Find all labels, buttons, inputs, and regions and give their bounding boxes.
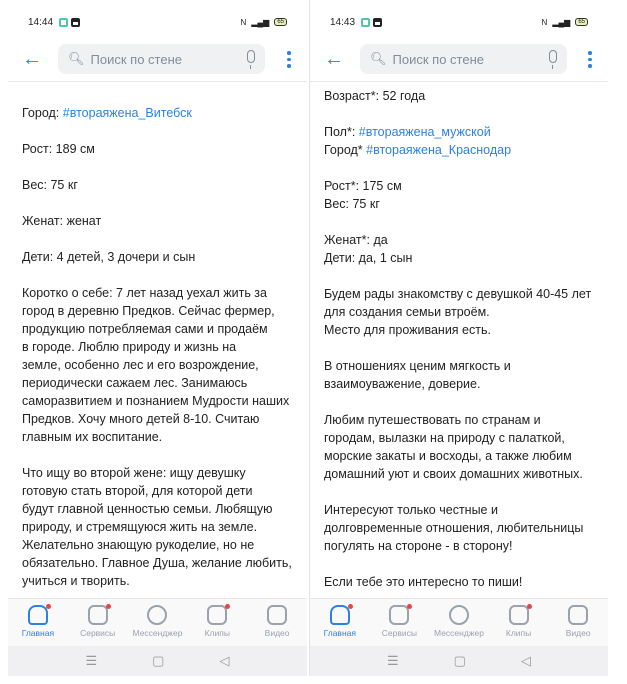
- status-time: 14:43: [330, 16, 356, 28]
- top-bar: [310, 40, 608, 82]
- tab-video[interactable]: [548, 599, 608, 646]
- app-notification-icon: [59, 18, 68, 27]
- text-segment: Дети: да, 1 сын: [324, 251, 413, 265]
- recent-apps-icon[interactable]: ☰: [85, 653, 98, 668]
- text-line: [22, 230, 307, 248]
- text-line: [22, 248, 307, 266]
- text-segment: Пол*:: [324, 125, 359, 139]
- search-icon: 🔍︎: [68, 51, 85, 66]
- text-segment: Место для проживания есть.: [324, 323, 491, 337]
- text-segment: в городе. Люблю природу и жизнь на: [22, 340, 237, 354]
- text-segment: земле, особенно лес и его возрождение,: [22, 358, 259, 372]
- text-line: [324, 411, 608, 429]
- tab-messenger[interactable]: [429, 599, 489, 646]
- back-arrow-icon[interactable]: ←: [324, 48, 344, 70]
- text-segment: Любим путешествовать по странам и: [324, 413, 541, 427]
- text-line: [22, 392, 307, 410]
- hashtag-link[interactable]: #втораяжена_Витебск: [62, 106, 192, 120]
- text-line: [324, 393, 608, 411]
- tab-messenger[interactable]: [128, 599, 188, 646]
- text-line: [324, 573, 608, 591]
- notification-dot: [46, 604, 51, 609]
- text-line: [324, 519, 608, 537]
- text-segment: Что ищу во второй жене: ищу девушку: [22, 466, 246, 480]
- text-line: [324, 141, 608, 159]
- text-line: [22, 266, 307, 284]
- text-line: [324, 285, 608, 303]
- text-line: [324, 501, 608, 519]
- text-line: [324, 429, 608, 447]
- text-segment: продукцию потребляемая сами и продаём: [22, 322, 268, 336]
- text-segment: будут главной ценностью семьи. Любящую: [22, 502, 273, 516]
- text-segment: Возраст*: 52 года: [324, 89, 426, 103]
- text-line: [22, 302, 307, 320]
- text-line: [324, 483, 608, 501]
- app-notification-icon: [373, 18, 382, 27]
- tab-label: Клипы: [204, 628, 230, 638]
- text-line: [324, 465, 608, 483]
- signal-icon: ▂▄▆: [552, 17, 571, 27]
- tab-label: Сервисы: [80, 628, 116, 638]
- services-icon: [389, 605, 409, 625]
- text-segment: Женат*: да: [324, 233, 388, 247]
- text-segment: главным их воспитание.: [22, 430, 163, 444]
- microphone-icon[interactable]: [549, 50, 557, 63]
- text-segment: городам, вылазки на природу с палаткой,: [324, 431, 565, 445]
- tab-label: Главная: [21, 628, 55, 638]
- text-segment: взаимоуважение, доверие.: [324, 377, 481, 391]
- text-line: [324, 123, 608, 141]
- text-segment: Город*: [324, 143, 367, 157]
- video-icon: [568, 605, 588, 625]
- top-bar: [8, 40, 307, 82]
- text-segment: для создания семьи втроём.: [324, 305, 490, 319]
- text-line: [324, 105, 608, 123]
- tab-services[interactable]: [370, 599, 430, 646]
- back-arrow-icon[interactable]: ←: [22, 48, 42, 70]
- text-line: [22, 284, 307, 302]
- text-line: [22, 464, 307, 482]
- app-notification-icon: [361, 18, 370, 27]
- nfc-icon: N: [541, 17, 548, 27]
- tab-services[interactable]: [68, 599, 128, 646]
- phone-screen-left: [8, 0, 307, 676]
- text-segment: Коротко о себе: 7 лет назад уехал жить за: [22, 286, 267, 300]
- tab-label: Мессенджер: [132, 628, 183, 638]
- video-icon: [267, 605, 287, 625]
- text-segment: готовую стать второй, для которой дети: [22, 484, 253, 498]
- text-line: [22, 338, 307, 356]
- text-segment: Женат: женат: [22, 214, 102, 228]
- text-line: [22, 176, 307, 194]
- app-notification-icon: [71, 18, 80, 27]
- post-text: [310, 82, 608, 598]
- tab-label: Видео: [264, 628, 290, 638]
- text-segment: Рост*: 175 см: [324, 179, 402, 193]
- text-segment: Вес: 75 кг: [324, 197, 380, 211]
- system-back-icon[interactable]: ◁: [219, 653, 230, 668]
- text-line: [22, 320, 307, 338]
- text-line: [324, 303, 608, 321]
- search-placeholder: Поиск по стене: [392, 51, 484, 67]
- text-segment: Город:: [22, 106, 63, 120]
- status-time: 14:44: [28, 16, 54, 28]
- search-placeholder: Поиск по стене: [90, 51, 182, 67]
- text-line: [22, 536, 307, 554]
- text-line: [22, 158, 307, 176]
- text-segment: Будем рады знакомству с девушкой 40-45 лет: [324, 287, 592, 301]
- text-line: [22, 122, 307, 140]
- system-back-icon[interactable]: ◁: [520, 653, 531, 668]
- text-line: [324, 231, 608, 249]
- text-line: [324, 213, 608, 231]
- tab-home[interactable]: [310, 599, 370, 646]
- notification-dot: [527, 604, 532, 609]
- text-segment: Рост: 189 см: [22, 142, 95, 156]
- text-line: [324, 321, 608, 339]
- tab-clips[interactable]: [489, 599, 549, 646]
- text-line: [324, 555, 608, 573]
- text-segment: домашний уют и своих домашних животных.: [324, 467, 583, 481]
- text-line: [324, 339, 608, 357]
- more-menu-icon[interactable]: [588, 51, 592, 68]
- text-segment: Дети: 4 детей, 3 дочери и сын: [22, 250, 196, 264]
- text-line: [324, 249, 608, 267]
- text-segment: Интересуют только честные и: [324, 503, 498, 517]
- text-segment: Вес: 75 кг: [22, 178, 78, 192]
- recent-apps-icon[interactable]: ☰: [387, 653, 399, 668]
- text-segment: Желательно знающую рукоделие, но не: [22, 538, 255, 552]
- text-line: [22, 554, 307, 572]
- post-text: [8, 82, 307, 598]
- text-segment: учиться и творить.: [22, 574, 130, 588]
- tab-label: Видео: [565, 628, 591, 638]
- tab-label: Сервисы: [381, 628, 417, 638]
- text-line: [22, 194, 307, 212]
- text-segment: периодически сажаем лес. Занимаюсь: [22, 376, 248, 390]
- notification-dot: [106, 604, 111, 609]
- status-bar: [28, 14, 287, 30]
- tab-video[interactable]: [247, 599, 307, 646]
- system-navigation-bar: [8, 646, 307, 676]
- text-segment: город в деревню Предков. Сейчас фермер,: [22, 304, 275, 318]
- text-line: [22, 410, 307, 428]
- phone-screen-right: [309, 0, 608, 676]
- text-line: [324, 537, 608, 555]
- text-segment: В отношениях ценим мягкость и: [324, 359, 511, 373]
- wall-search-input[interactable]: [360, 44, 567, 74]
- system-navigation-bar: [310, 646, 608, 676]
- text-line: [22, 428, 307, 446]
- search-icon: 🔍︎: [370, 51, 387, 66]
- messenger-icon: [449, 605, 469, 625]
- text-line: [324, 267, 608, 285]
- text-line: [324, 375, 608, 393]
- bottom-tab-bar: [310, 598, 608, 646]
- text-line: [324, 177, 608, 195]
- text-segment: обязательно. Главное Душа, желание любить,: [22, 556, 292, 570]
- text-line: [22, 374, 307, 392]
- battery-icon: 65: [274, 18, 287, 26]
- battery-icon: 65: [575, 18, 588, 26]
- tab-clips[interactable]: [187, 599, 247, 646]
- hashtag-link[interactable]: #втораяжена_мужской: [358, 125, 491, 139]
- messenger-icon: [147, 605, 167, 625]
- text-segment: природу, и стремящуюся жить на земле.: [22, 520, 258, 534]
- home-button-icon[interactable]: ▢: [152, 653, 165, 668]
- tab-label: Клипы: [505, 628, 532, 638]
- text-segment: погулять на стороне - в сторону!: [324, 539, 513, 553]
- clips-icon: [509, 605, 529, 625]
- home-button-icon[interactable]: ▢: [453, 653, 466, 668]
- text-line: [22, 518, 307, 536]
- hashtag-link[interactable]: #втораяжена_Краснодар: [366, 143, 512, 157]
- text-segment: Предков. Хочу много детей 8-10. Считаю: [22, 412, 260, 426]
- wall-search-input[interactable]: [58, 44, 265, 74]
- nfc-icon: N: [240, 17, 247, 27]
- text-line: [22, 356, 307, 374]
- text-line: [22, 446, 307, 464]
- tab-home[interactable]: [8, 599, 68, 646]
- text-line: [324, 159, 608, 177]
- services-icon: [88, 605, 108, 625]
- clips-icon: [207, 605, 227, 625]
- text-line: [22, 104, 307, 122]
- home-icon: [28, 605, 48, 625]
- notification-dot: [407, 604, 412, 609]
- text-line: [22, 140, 307, 158]
- text-line: [324, 195, 608, 213]
- text-segment: морские закаты и восходы, а также любим: [324, 449, 572, 463]
- tab-label: Мессенджер: [434, 628, 484, 638]
- text-segment: Если тебе это интересно то пиши!: [324, 575, 523, 589]
- more-menu-icon[interactable]: [287, 51, 291, 68]
- notification-dot: [348, 604, 353, 609]
- text-line: [324, 447, 608, 465]
- notification-dot: [225, 604, 230, 609]
- status-bar: [330, 14, 588, 30]
- bottom-tab-bar: [8, 598, 307, 646]
- text-line: [324, 357, 608, 375]
- text-line: [324, 87, 608, 105]
- text-line: [22, 500, 307, 518]
- microphone-icon[interactable]: [247, 50, 255, 63]
- text-line: [22, 212, 307, 230]
- text-line: [22, 572, 307, 590]
- signal-icon: ▂▄▆: [251, 17, 270, 27]
- text-segment: саморазвитием и познанием Мудрости наших: [22, 394, 290, 408]
- tab-label: Главная: [323, 628, 356, 638]
- text-line: [22, 482, 307, 500]
- home-icon: [330, 605, 350, 625]
- text-segment: долговременные отношения, любительницы: [324, 521, 584, 535]
